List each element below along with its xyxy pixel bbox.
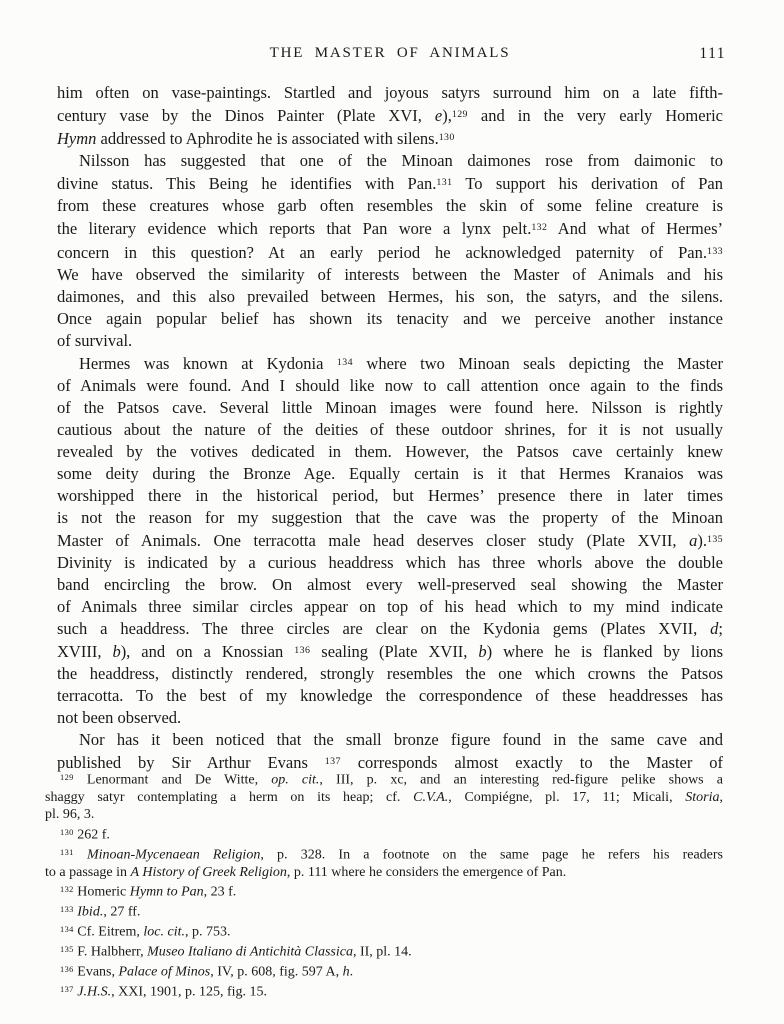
text-line bbox=[45, 844, 723, 864]
text-segment: Palace of Minos bbox=[118, 964, 211, 980]
footnote bbox=[45, 921, 723, 941]
text-segment: is not the reason for my suggestion that the cave was the property of the Minoan bbox=[57, 507, 723, 527]
superscript-number: 132 bbox=[60, 884, 74, 894]
text-segment: shaggy satyr contemplating a herm on its heap; cf. bbox=[45, 789, 414, 805]
text-line bbox=[57, 685, 723, 707]
text-segment: Master of Animals. One terracotta male head deserves closer study (Plate XVII, bbox=[57, 531, 690, 551]
footnote bbox=[45, 941, 723, 961]
superscript-number: 130 bbox=[438, 132, 455, 144]
superscript-number: 129 bbox=[60, 773, 74, 782]
text-line bbox=[57, 330, 723, 352]
text-segment: , Compiégne, pl. 17, 11; Micali, bbox=[448, 789, 686, 805]
text-segment: ), bbox=[442, 106, 452, 126]
superscript-number: 135 bbox=[706, 533, 723, 545]
text-line bbox=[57, 375, 723, 397]
text-line bbox=[45, 881, 723, 901]
text-line bbox=[45, 864, 723, 881]
footnote bbox=[45, 961, 723, 981]
text-segment: of Animals were found. And I should like now to call attention once again to the finds bbox=[57, 375, 723, 395]
text-segment: and in the very early Homeric bbox=[467, 106, 723, 126]
text-line bbox=[57, 640, 723, 663]
text-line bbox=[57, 104, 723, 127]
text-line bbox=[45, 789, 723, 806]
text-line bbox=[57, 241, 723, 264]
text-segment: , II, pl. 14. bbox=[352, 944, 412, 960]
text-segment: d bbox=[710, 619, 719, 639]
text-line bbox=[45, 981, 723, 1001]
text-segment: Homeric bbox=[73, 884, 130, 900]
text-line bbox=[57, 195, 723, 217]
text-segment: pl. 96, 3. bbox=[45, 807, 95, 823]
text-segment: him often on vase-paintings. Startled and joyous satyrs surround him on a late fifth- bbox=[57, 83, 723, 102]
text-line bbox=[57, 217, 723, 240]
footnote bbox=[45, 769, 723, 824]
text-segment: daimones, and this also prevailed between Hermes, his son, the satyrs, and the silens. bbox=[57, 286, 723, 306]
text-segment: Cf. Eitrem, bbox=[73, 924, 144, 940]
text-segment: concern in this question? At an early period he acknowledged paternity of Pan. bbox=[57, 242, 707, 262]
text-segment: corresponds almost exactly to the Master of bbox=[340, 753, 723, 773]
text-segment: , p. 753. bbox=[184, 924, 231, 940]
superscript-number: 132 bbox=[531, 222, 548, 234]
text-segment: ), and on a Knossian bbox=[120, 642, 295, 662]
superscript-number: 136 bbox=[60, 964, 74, 974]
text-segment: Nor has it been noticed that the small bronze figure found in the same cave and bbox=[79, 730, 723, 750]
text-segment: to a passage in bbox=[45, 864, 131, 880]
text-segment: e bbox=[434, 106, 443, 126]
text-line bbox=[45, 961, 723, 981]
text-segment: published by Sir Arthur Evans bbox=[57, 753, 325, 773]
page-header bbox=[57, 45, 726, 65]
text-segment: To support his derivation of Pan bbox=[452, 174, 723, 194]
text-line bbox=[57, 264, 723, 286]
text-segment: And what of Hermes’ bbox=[547, 219, 723, 239]
text-segment: from these creatures whose garb often resembles the skin of some feline creature is bbox=[57, 196, 723, 216]
text-segment: Lenormant and De Witte, bbox=[73, 772, 272, 788]
text-segment: J.H.S. bbox=[73, 984, 112, 1000]
text-segment: revealed by the votives dedicated in them. However, the Patsos cave certainly knew bbox=[57, 441, 723, 461]
superscript-number: 131 bbox=[60, 847, 74, 857]
text-segment: worshipped there in the historical period, but Hermes’ presence there in later times bbox=[57, 485, 723, 505]
text-segment: A History of Greek Religion bbox=[130, 864, 287, 880]
superscript-number: 135 bbox=[60, 944, 74, 954]
text-line bbox=[57, 663, 723, 685]
text-line bbox=[45, 921, 723, 941]
text-segment: sealing (Plate XVII, bbox=[310, 642, 479, 662]
text-segment: ; bbox=[718, 619, 723, 639]
text-line bbox=[57, 596, 723, 618]
text-line bbox=[45, 769, 723, 789]
text-segment: of the Patsos cave. Several little Minoan images were found here. Nilsson is rightly bbox=[57, 397, 723, 417]
text-segment: Once again popular belief has shown its tenacity and we perceive another instance bbox=[57, 308, 723, 328]
text-segment: h bbox=[342, 964, 350, 980]
text-line bbox=[57, 127, 723, 150]
text-segment: . bbox=[349, 964, 354, 980]
text-line bbox=[57, 574, 723, 596]
text-segment: cautious about the nature of the deities of these outdoor shrines, for it is not usually bbox=[57, 419, 723, 439]
text-segment: , IV, p. 608, fig. 597 A, bbox=[210, 964, 343, 980]
text-segment: b bbox=[478, 642, 487, 662]
text-segment: addressed to Aphrodite he is associated with silens. bbox=[96, 129, 439, 149]
body-text bbox=[57, 82, 723, 774]
text-line bbox=[57, 150, 723, 172]
text-line bbox=[57, 397, 723, 419]
text-segment: Ibid. bbox=[73, 904, 104, 920]
superscript-number: 136 bbox=[294, 645, 311, 657]
text-segment: Evans, bbox=[73, 964, 119, 980]
text-segment: , 23 f. bbox=[203, 884, 237, 900]
text-line bbox=[57, 707, 723, 729]
superscript-number: 130 bbox=[60, 827, 74, 837]
text-segment: Hermes was known at Kydonia bbox=[79, 353, 337, 373]
text-segment: , XXI, 1901, p. 125, fig. 15. bbox=[111, 984, 268, 1000]
text-line bbox=[57, 729, 723, 751]
text-segment: , 27 ff. bbox=[103, 904, 141, 920]
superscript-number: 134 bbox=[60, 924, 74, 934]
text-line bbox=[57, 286, 723, 308]
text-segment: not been observed. bbox=[57, 708, 182, 728]
superscript-number: 129 bbox=[451, 109, 468, 120]
text-segment: Hymn to Pan bbox=[129, 884, 204, 900]
text-segment: , p. 111 where he considers the emergence of Pan. bbox=[286, 864, 567, 880]
text-line bbox=[57, 172, 723, 195]
superscript-number: 137 bbox=[324, 756, 341, 768]
text-line bbox=[45, 901, 723, 921]
paragraph bbox=[57, 729, 723, 774]
paragraph bbox=[57, 150, 723, 351]
text-line bbox=[57, 485, 723, 507]
page-number: 111 bbox=[699, 45, 726, 62]
text-line bbox=[45, 824, 723, 844]
text-line bbox=[45, 941, 723, 961]
text-segment: where two Minoan seals depicting the Master bbox=[352, 353, 723, 373]
superscript-number: 133 bbox=[60, 904, 74, 914]
text-segment: band encircling the brow. On almost every well-preserved seal showing the Master bbox=[57, 575, 723, 595]
footnote bbox=[45, 901, 723, 921]
text-segment: of survival. bbox=[57, 330, 133, 350]
footnote bbox=[45, 881, 723, 901]
text-segment: the headdress, distinctly rendered, strongly resembles the one which crowns the Patsos bbox=[57, 664, 723, 684]
text-segment: , p. 328. In a footnote on the same page he refers his readers bbox=[260, 847, 724, 863]
text-segment: , bbox=[719, 789, 723, 805]
text-segment: Storia bbox=[685, 789, 720, 805]
text-segment: the literary evidence which reports that Pan wore a lynx pelt. bbox=[57, 219, 532, 239]
text-line bbox=[57, 529, 723, 552]
text-segment: F. Halbherr, bbox=[73, 944, 148, 960]
text-segment: ). bbox=[697, 531, 707, 551]
text-segment: , III, p. xc, and an interesting red-figure pelike shows a bbox=[319, 772, 723, 788]
text-segment: C.V.A. bbox=[413, 789, 449, 805]
text-segment: of Animals three similar circles appear on top of his head which to my mind indicate bbox=[57, 597, 723, 617]
text-segment: loc. cit. bbox=[143, 924, 185, 940]
text-segment: 262 f. bbox=[73, 827, 110, 843]
text-segment: Minoan-Mycenaean Religion bbox=[73, 847, 261, 863]
text-line bbox=[57, 618, 723, 640]
text-segment: op. cit. bbox=[271, 772, 320, 788]
text-segment: Museo Italiano di Antichità Classica bbox=[147, 944, 353, 960]
text-line bbox=[57, 507, 723, 529]
text-segment: some deity during the Bronze Age. Equally certain is it that Hermes Kranaios was bbox=[57, 463, 723, 483]
text-segment: terracotta. To the best of my knowledge the correspondence of these headdresses has bbox=[57, 686, 723, 706]
superscript-number: 137 bbox=[60, 984, 74, 994]
text-segment: Divinity is indicated by a curious headdress which has three whorls above the double bbox=[57, 553, 723, 573]
text-segment: divine status. This Being he identifies with Pan. bbox=[57, 174, 437, 194]
text-line bbox=[57, 308, 723, 330]
text-line bbox=[57, 82, 723, 104]
text-segment: ) where he is flanked by lions bbox=[486, 642, 724, 662]
text-segment: b bbox=[112, 642, 121, 662]
text-line bbox=[57, 352, 723, 375]
text-line bbox=[57, 441, 723, 463]
text-segment: Hymn bbox=[57, 129, 97, 149]
superscript-number: 133 bbox=[706, 245, 723, 257]
footnote bbox=[45, 844, 723, 881]
superscript-number: 131 bbox=[436, 177, 453, 189]
text-segment: We have observed the similarity of interests between the Master of Animals and his bbox=[57, 264, 723, 284]
text-line bbox=[57, 552, 723, 574]
footnote bbox=[45, 981, 723, 1001]
running-title: THE MASTER OF ANIMALS bbox=[269, 45, 511, 61]
text-segment: Nilsson has suggested that one of the Minoan daimones rose from daimonic to bbox=[79, 151, 723, 171]
text-segment: century vase by the Dinos Painter (Plate XVI, bbox=[57, 106, 435, 126]
text-line bbox=[57, 463, 723, 485]
text-segment: XVIII, bbox=[57, 642, 113, 662]
footnote bbox=[45, 824, 723, 844]
paragraph bbox=[57, 82, 723, 150]
text-line bbox=[45, 806, 723, 823]
text-line bbox=[57, 419, 723, 441]
paragraph bbox=[57, 352, 723, 729]
text-segment: such a headdress. The three circles are clear on the Kydonia gems (Plates XVII, bbox=[57, 619, 711, 639]
text-segment: a bbox=[689, 531, 698, 551]
superscript-number: 134 bbox=[336, 356, 353, 368]
footnotes bbox=[45, 769, 723, 1001]
